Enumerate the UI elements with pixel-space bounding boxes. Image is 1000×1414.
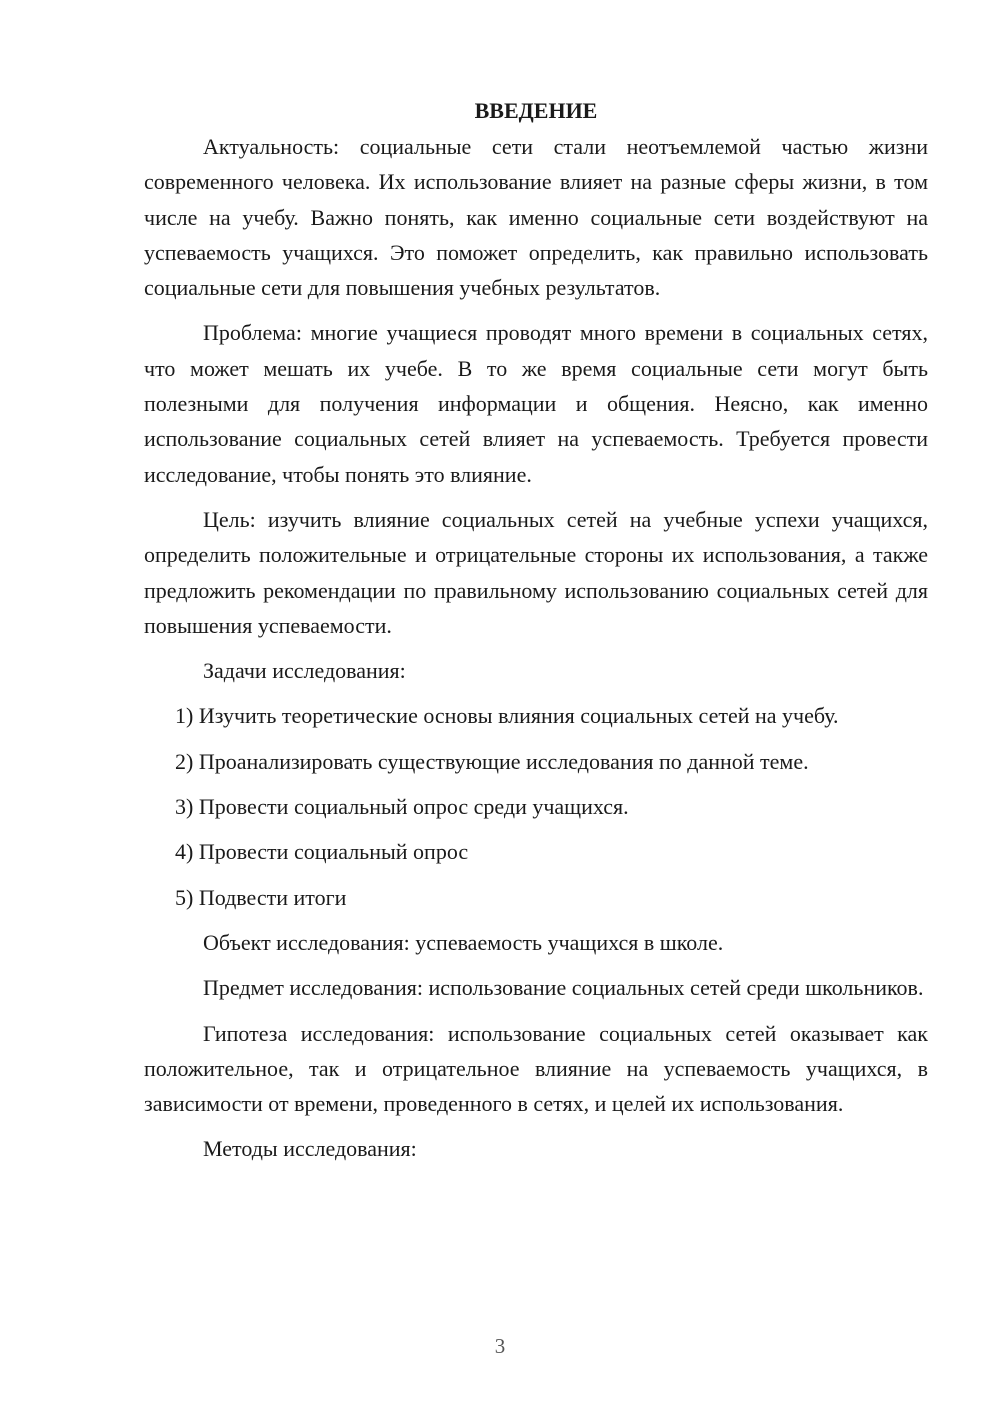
- task-item-4: 4) Провести социальный опрос: [175, 839, 469, 865]
- page-number: 3: [494, 1334, 506, 1358]
- tasks-title: Задачи исследования:: [203, 658, 406, 684]
- task-item-5: 5) Подвести итоги: [175, 884, 347, 910]
- task-item-3: 3) Провести социальный опрос среди учащихся.: [175, 794, 629, 820]
- object-paragraph: Объект исследования: успеваемость учащихся в школе.: [203, 929, 724, 955]
- hypothesis-paragraph: Гипотеза исследования: использование социальных сетей оказывает как положительное, так и отрицательное влияние на успеваемость учащихся, в зависимости от времени, проведенного в сетях, и целей их использования.: [144, 1020, 928, 1117]
- page-content: [144, 93, 928, 1177]
- section-heading: ВВЕДЕНИЕ: [474, 98, 598, 123]
- subject-paragraph: Предмет исследования: использование социальных сетей среди школьников.: [203, 975, 924, 1001]
- methods-title: Методы исследования:: [203, 1136, 417, 1162]
- task-item-1: 1) Изучить теоретические основы влияния социальных сетей на учебу.: [175, 703, 839, 729]
- problem-paragraph: Проблема: многие учащиеся проводят много времени в социальных сетях, что может мешать их учебе. В то же время социальные сети могут быть полезными для получения информации и общения. Неясно, как именно использование социальных сетей влияет на успеваемость. Требуется провести исследование, чтобы понять это влияние.: [144, 320, 928, 487]
- relevance-paragraph: Актуальность: социальные сети стали неотъемлемой частью жизни современного человека. Их использование влияет на разные сферы жизни, в том числе на учебу. Важно понять, как именно социальные сети воздействуют на успеваемость учащихся. Это поможет определить, как правильно использовать социальные сети для повышения учебных результатов.: [144, 134, 928, 301]
- goal-paragraph: Цель: изучить влияние социальных сетей на учебные успехи учащихся, определить положительные и отрицательные стороны их использования, а также предложить рекомендации по правильному использованию социальных сетей для повышения успеваемости.: [144, 506, 928, 638]
- task-item-2: 2) Проанализировать существующие исследования по данной теме.: [175, 748, 809, 774]
